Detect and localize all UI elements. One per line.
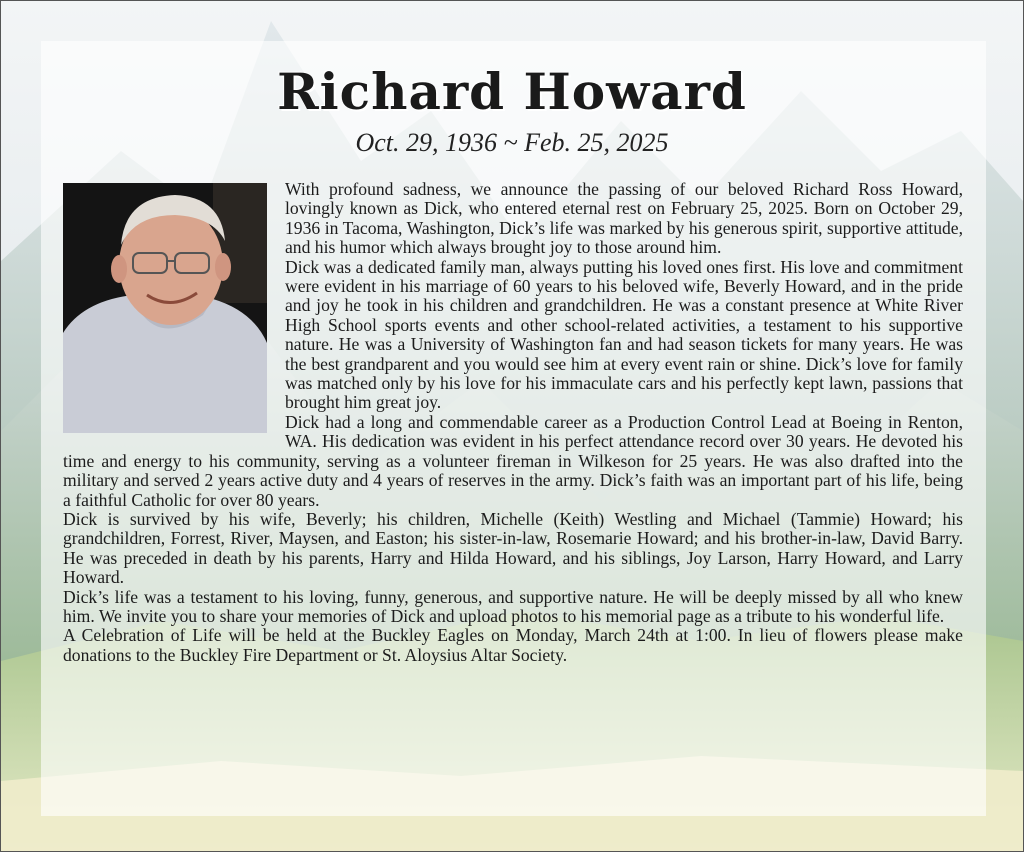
life-dates: Oct. 29, 1936 ~ Feb. 25, 2025 <box>355 128 669 157</box>
photo-spacer <box>63 180 285 446</box>
deceased-name: Richard Howard <box>277 62 747 121</box>
paragraph-3: Dick had a long and commendable career as a Production Control Lead at Boeing in Renton, WA. His dedication was evident in his perfect attendance record over 30 years. He devoted his time and energy to his community, serving as a volunteer fireman in Wilkeson for 25 years. He was also drafted into the military and served 2 years active duty and 4 years of reserves in the army. Dick’s faith was an important part of his life, being a faithful Catholic for over 80 years. <box>63 411 963 510</box>
obituary-text <box>63 180 963 665</box>
paragraph-2: Dick was a dedicated family man, always putting his loved ones first. His love and commitment were evident in his marriage of 60 years to his beloved wife, Beverly Howard, and in the pride and joy he took in his children and grandchildren. He was a constant presence at White River High School sports events and other school-related activities, a testament to his supportive nature. He was a University of Washington fan and had season tickets for many years. He was the best grandparent and you would see him at every event rain or shine. Dick’s love for family was matched only by his love for his immaculate cars and his perfectly kept lawn, passions that brought him great joy. <box>285 256 963 413</box>
paragraph-6: A Celebration of Life will be held at the Buckley Eagles on Monday, March 24th at 1:00. In lieu of flowers please make donations to the Buckley Fire Department or St. Aloysius Altar Society. <box>63 625 963 665</box>
paragraph-5: Dick’s life was a testament to his loving, funny, generous, and supportive nature. He will be deeply missed by all who knew him. We invite you to share your memories of Dick and upload photos to his memorial page as a tribute to his wonderful life. <box>63 586 963 626</box>
paragraph-1: With profound sadness, we announce the passing of our beloved Richard Ross Howard, lovingly known as Dick, who entered eternal rest on February 25, 2025. Born on October 29, 1936 in Tacoma, Washington, Dick’s life was marked by his generous spirit, supportive attitude, and his humor which always brought joy to those around him. <box>285 179 963 258</box>
paragraph-4: Dick is survived by his wife, Beverly; his children, Michelle (Keith) Westling and Michael (Tammie) Howard; his grandchildren, Forrest, River, Maysen, and Easton; his sister-in-law, Rosemarie Howard; and his brother-in-law, David Barry. He was preceded in death by his parents, Harry and Hilda Howard, and his siblings, Joy Larson, Harry Howard, and Larry Howard. <box>63 508 963 588</box>
